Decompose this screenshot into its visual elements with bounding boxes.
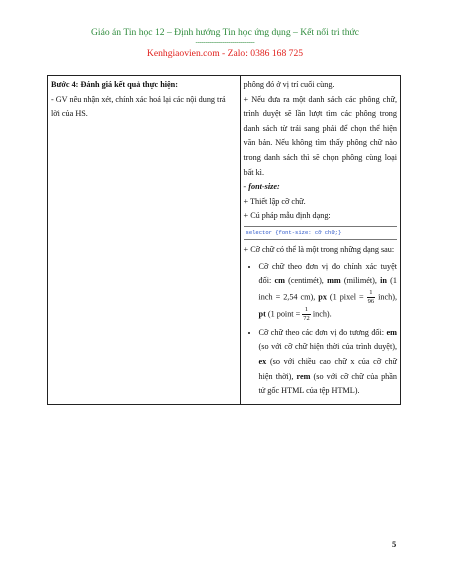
text-run: (centimét),	[284, 276, 328, 286]
fraction-denominator: 96	[367, 297, 375, 305]
fraction-numerator: 1	[367, 289, 376, 298]
text-run: inch),	[375, 292, 397, 302]
unit-px: px	[318, 292, 327, 302]
table-row	[48, 76, 401, 405]
step-heading: Bước 4: Đánh giá kết quả thực hiện:	[51, 80, 178, 89]
paragraph: phông đó ở vị trí cuối cùng.	[243, 80, 335, 89]
fraction-1-96	[367, 289, 376, 306]
text-run: (1 pixel =	[326, 292, 367, 302]
text-run: (so với chiều cao chữ x của cỡ chữ hiện thời),	[258, 356, 397, 381]
unit-rem: rem	[296, 371, 311, 381]
paragraph: + Cú pháp mẫu định dạng:	[243, 211, 331, 221]
unit-cm: cm	[274, 276, 285, 286]
text-run: Cỡ chữ theo đơn vị đo chính xác tuyệt đối:	[258, 261, 397, 286]
unit-in: in	[380, 276, 387, 286]
paragraph: + Nếu đưa ra một danh sách các phông chữ, trình duyệt sẽ lần lượt tìm các phông trong danh sách từ trái sang phải để chọn thể hiện văn bản. Nếu không tìm thấy phông chữ nào trong danh sách thì sẽ chọn phông cùng loại bất kì.	[243, 94, 397, 177]
text-run: (so với cỡ chữ hiện thời của trình duyệt),	[258, 342, 397, 352]
right-cell	[240, 76, 400, 405]
fraction-1-72	[302, 306, 311, 323]
page-number: 5	[392, 539, 397, 549]
list-item	[259, 260, 397, 323]
text-run: inch).	[310, 309, 332, 319]
text-run: (1 inch = 2,54 cm),	[258, 276, 397, 302]
unit-ex: ex	[258, 356, 267, 366]
left-cell	[48, 76, 241, 405]
unit-pt: pt	[258, 309, 266, 319]
code-sample: selector {font-size: cỡ chữ;}	[244, 226, 397, 240]
text-run: (so với cỡ chữ của phần tử gốc HTML của tệp HTML).	[258, 371, 397, 396]
header-separator: -----------------------------	[195, 38, 255, 46]
paragraph: + Cỡ chữ có thể là một trong những dạng sau:	[243, 244, 395, 254]
fraction-denominator: 72	[303, 314, 310, 322]
lesson-table	[47, 75, 401, 405]
document-header-title: Giáo án Tin học 12 – Định hướng Tin học ứng dụng – Kết nối tri thức	[91, 27, 359, 38]
step-text: - GV nêu nhận xét, chính xác hoá lại các nội dung trả lời của HS.	[51, 94, 226, 119]
font-size-heading: - font-size:	[243, 182, 280, 192]
paragraph: + Thiết lập cỡ chữ.	[243, 196, 306, 206]
unit-em: em	[386, 327, 397, 337]
header-website-contact: Kenhgiaovien.com - Zalo: 0386 168 725	[146, 48, 304, 59]
text-run: (1 point =	[265, 309, 303, 319]
unit-mm: mm	[327, 276, 341, 286]
text-run: (milimét),	[340, 276, 381, 286]
fraction-numerator: 1	[302, 306, 311, 315]
unit-list	[244, 260, 397, 399]
text-run: Cỡ chữ theo các đơn vị đo tương đối:	[258, 327, 387, 337]
list-item	[259, 326, 397, 399]
